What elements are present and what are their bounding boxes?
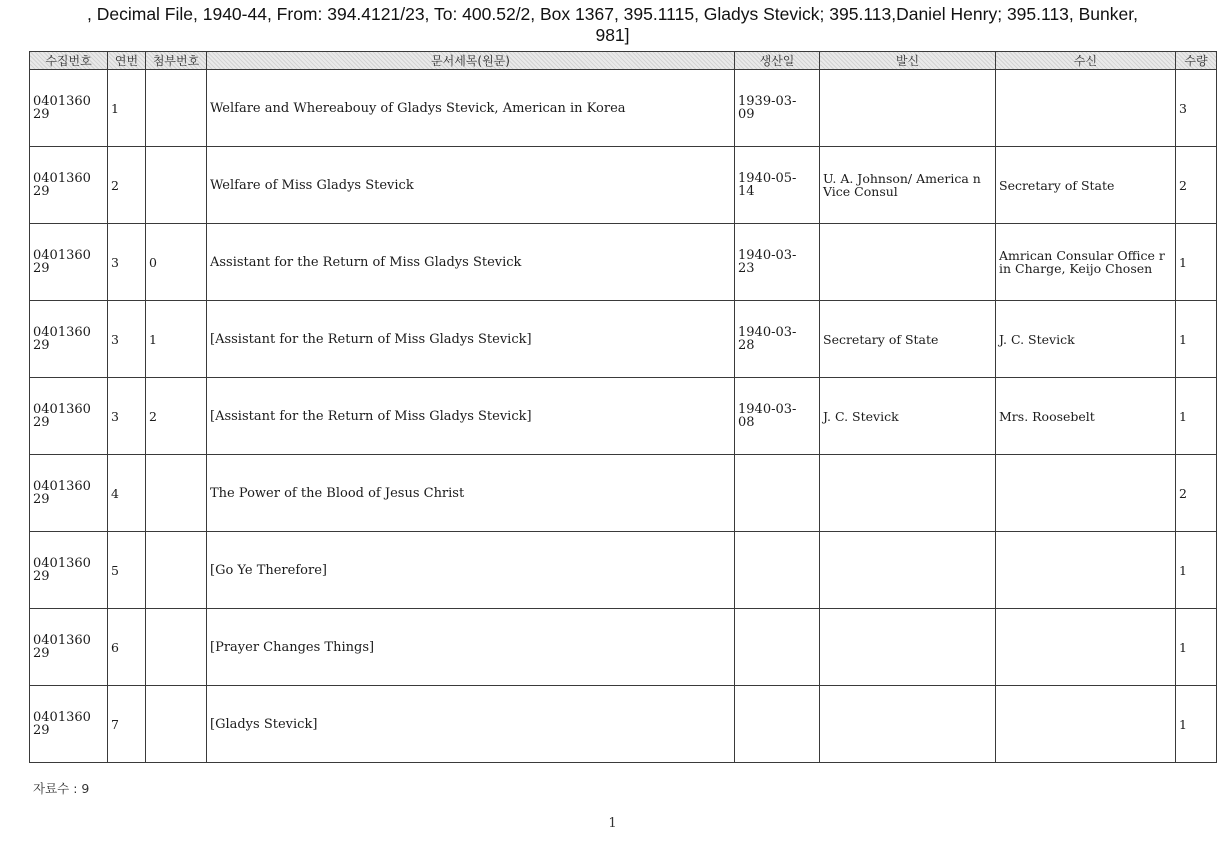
date-part-1: 1940-03- xyxy=(738,248,797,263)
collection-number-part-2: 29 xyxy=(33,261,50,276)
cell-quantity: 3 xyxy=(1176,70,1217,147)
column-header-sender: 발신 xyxy=(820,52,996,70)
cell-recipient xyxy=(996,70,1176,147)
table-row xyxy=(30,455,1217,532)
cell-document-title: [Assistant for the Return of Miss Gladys Stevick] xyxy=(207,301,735,378)
cell-date xyxy=(735,70,820,147)
cell-collection-number xyxy=(30,70,108,147)
cell-collection-number xyxy=(30,224,108,301)
date-part-2: 09 xyxy=(738,107,755,122)
date-part-2: 28 xyxy=(738,338,755,353)
cell-recipient xyxy=(996,686,1176,763)
cell-quantity: 1 xyxy=(1176,532,1217,609)
cell-serial: 3 xyxy=(108,301,146,378)
collection-number-part-2: 29 xyxy=(33,646,50,661)
document-title xyxy=(0,4,1225,46)
cell-date xyxy=(735,147,820,224)
collection-number-part-2: 29 xyxy=(33,184,50,199)
cell-attachment: 2 xyxy=(146,378,207,455)
table-row xyxy=(30,378,1217,455)
collection-number-part-2: 29 xyxy=(33,338,50,353)
cell-quantity: 2 xyxy=(1176,147,1217,224)
cell-recipient: Secretary of State xyxy=(996,147,1176,224)
cell-collection-number xyxy=(30,147,108,224)
cell-document-title: [Go Ye Therefore] xyxy=(207,532,735,609)
collection-number-part-1: 0401360 xyxy=(33,633,91,648)
column-header-serial: 연번 xyxy=(108,52,146,70)
collection-number-part-2: 29 xyxy=(33,569,50,584)
date-part-2: 08 xyxy=(738,415,755,430)
collection-number-part-1: 0401360 xyxy=(33,325,91,340)
cell-quantity: 1 xyxy=(1176,378,1217,455)
date-part-1: 1940-03- xyxy=(738,402,797,417)
table-row xyxy=(30,70,1217,147)
cell-date xyxy=(735,609,820,686)
cell-document-title: The Power of the Blood of Jesus Christ xyxy=(207,455,735,532)
records-table xyxy=(29,51,1217,763)
collection-number-part-2: 29 xyxy=(33,723,50,738)
table-row xyxy=(30,609,1217,686)
cell-attachment xyxy=(146,147,207,224)
cell-recipient: Amrican Consular Office r in Charge, Keijo Chosen xyxy=(996,224,1176,301)
cell-quantity: 1 xyxy=(1176,224,1217,301)
cell-collection-number xyxy=(30,686,108,763)
cell-serial: 2 xyxy=(108,147,146,224)
cell-document-title: [Assistant for the Return of Miss Gladys Stevick] xyxy=(207,378,735,455)
cell-quantity: 1 xyxy=(1176,686,1217,763)
cell-date xyxy=(735,301,820,378)
collection-number-part-1: 0401360 xyxy=(33,479,91,494)
cell-serial: 7 xyxy=(108,686,146,763)
collection-number-part-2: 29 xyxy=(33,107,50,122)
column-header-collection-number: 수집번호 xyxy=(30,52,108,70)
cell-document-title: [Prayer Changes Things] xyxy=(207,609,735,686)
column-header-document-title: 문서세목(원문) xyxy=(207,52,735,70)
cell-attachment xyxy=(146,609,207,686)
collection-number-part-1: 0401360 xyxy=(33,556,91,571)
cell-recipient: Mrs. Roosebelt xyxy=(996,378,1176,455)
table-body xyxy=(30,70,1217,763)
column-header-recipient: 수신 xyxy=(996,52,1176,70)
cell-sender xyxy=(820,70,996,147)
collection-number-part-2: 29 xyxy=(33,492,50,507)
cell-document-title: Welfare of Miss Gladys Stevick xyxy=(207,147,735,224)
cell-document-title: Assistant for the Return of Miss Gladys Stevick xyxy=(207,224,735,301)
cell-sender: Secretary of State xyxy=(820,301,996,378)
cell-quantity: 1 xyxy=(1176,609,1217,686)
date-part-2: 14 xyxy=(738,184,755,199)
cell-recipient: J. C. Stevick xyxy=(996,301,1176,378)
cell-attachment xyxy=(146,686,207,763)
collection-number-part-1: 0401360 xyxy=(33,248,91,263)
cell-collection-number xyxy=(30,532,108,609)
cell-collection-number xyxy=(30,455,108,532)
cell-date xyxy=(735,224,820,301)
collection-number-part-1: 0401360 xyxy=(33,402,91,417)
date-part-1: 1940-03- xyxy=(738,325,797,340)
cell-serial: 6 xyxy=(108,609,146,686)
cell-attachment xyxy=(146,455,207,532)
collection-number-part-2: 29 xyxy=(33,415,50,430)
document-title-line-2: 981] xyxy=(595,25,630,45)
cell-serial: 3 xyxy=(108,378,146,455)
page-number: 1 xyxy=(608,816,617,831)
collection-number-part-1: 0401360 xyxy=(33,710,91,725)
cell-sender: J. C. Stevick xyxy=(820,378,996,455)
cell-sender: U. A. Johnson/ America n Vice Consul xyxy=(820,147,996,224)
column-header-date: 생산일 xyxy=(735,52,820,70)
table-row xyxy=(30,301,1217,378)
cell-sender xyxy=(820,224,996,301)
table-row xyxy=(30,532,1217,609)
cell-recipient xyxy=(996,455,1176,532)
document-title-line-1: , Decimal File, 1940-44, From: 394.4121/23, To: 400.52/2, Box 1367, 395.1115, Gladys Stevick; 395.113,Daniel Henry; 395.113, Bunker, xyxy=(87,4,1138,24)
cell-collection-number xyxy=(30,378,108,455)
cell-date xyxy=(735,532,820,609)
cell-quantity: 2 xyxy=(1176,455,1217,532)
cell-document-title: [Gladys Stevick] xyxy=(207,686,735,763)
date-part-2: 23 xyxy=(738,261,755,276)
cell-serial: 4 xyxy=(108,455,146,532)
cell-attachment: 0 xyxy=(146,224,207,301)
table-row xyxy=(30,686,1217,763)
cell-date xyxy=(735,686,820,763)
table-row xyxy=(30,147,1217,224)
column-header-attachment: 첨부번호 xyxy=(146,52,207,70)
column-header-quantity: 수량 xyxy=(1176,52,1217,70)
cell-attachment: 1 xyxy=(146,301,207,378)
date-part-1: 1939-03- xyxy=(738,94,797,109)
cell-sender xyxy=(820,455,996,532)
table-row xyxy=(30,224,1217,301)
record-count: 자료수 : 9 xyxy=(33,781,90,796)
cell-sender xyxy=(820,686,996,763)
cell-date xyxy=(735,455,820,532)
cell-sender xyxy=(820,609,996,686)
collection-number-part-1: 0401360 xyxy=(33,94,91,109)
cell-quantity: 1 xyxy=(1176,301,1217,378)
cell-serial: 3 xyxy=(108,224,146,301)
cell-recipient xyxy=(996,532,1176,609)
cell-serial: 1 xyxy=(108,70,146,147)
cell-sender xyxy=(820,532,996,609)
collection-number-part-1: 0401360 xyxy=(33,171,91,186)
cell-attachment xyxy=(146,532,207,609)
table-header-row xyxy=(30,52,1217,70)
cell-date xyxy=(735,378,820,455)
cell-attachment xyxy=(146,70,207,147)
cell-collection-number xyxy=(30,301,108,378)
cell-document-title: Welfare and Whereabouy of Gladys Stevick, American in Korea xyxy=(207,70,735,147)
cell-collection-number xyxy=(30,609,108,686)
cell-recipient xyxy=(996,609,1176,686)
cell-serial: 5 xyxy=(108,532,146,609)
date-part-1: 1940-05- xyxy=(738,171,797,186)
